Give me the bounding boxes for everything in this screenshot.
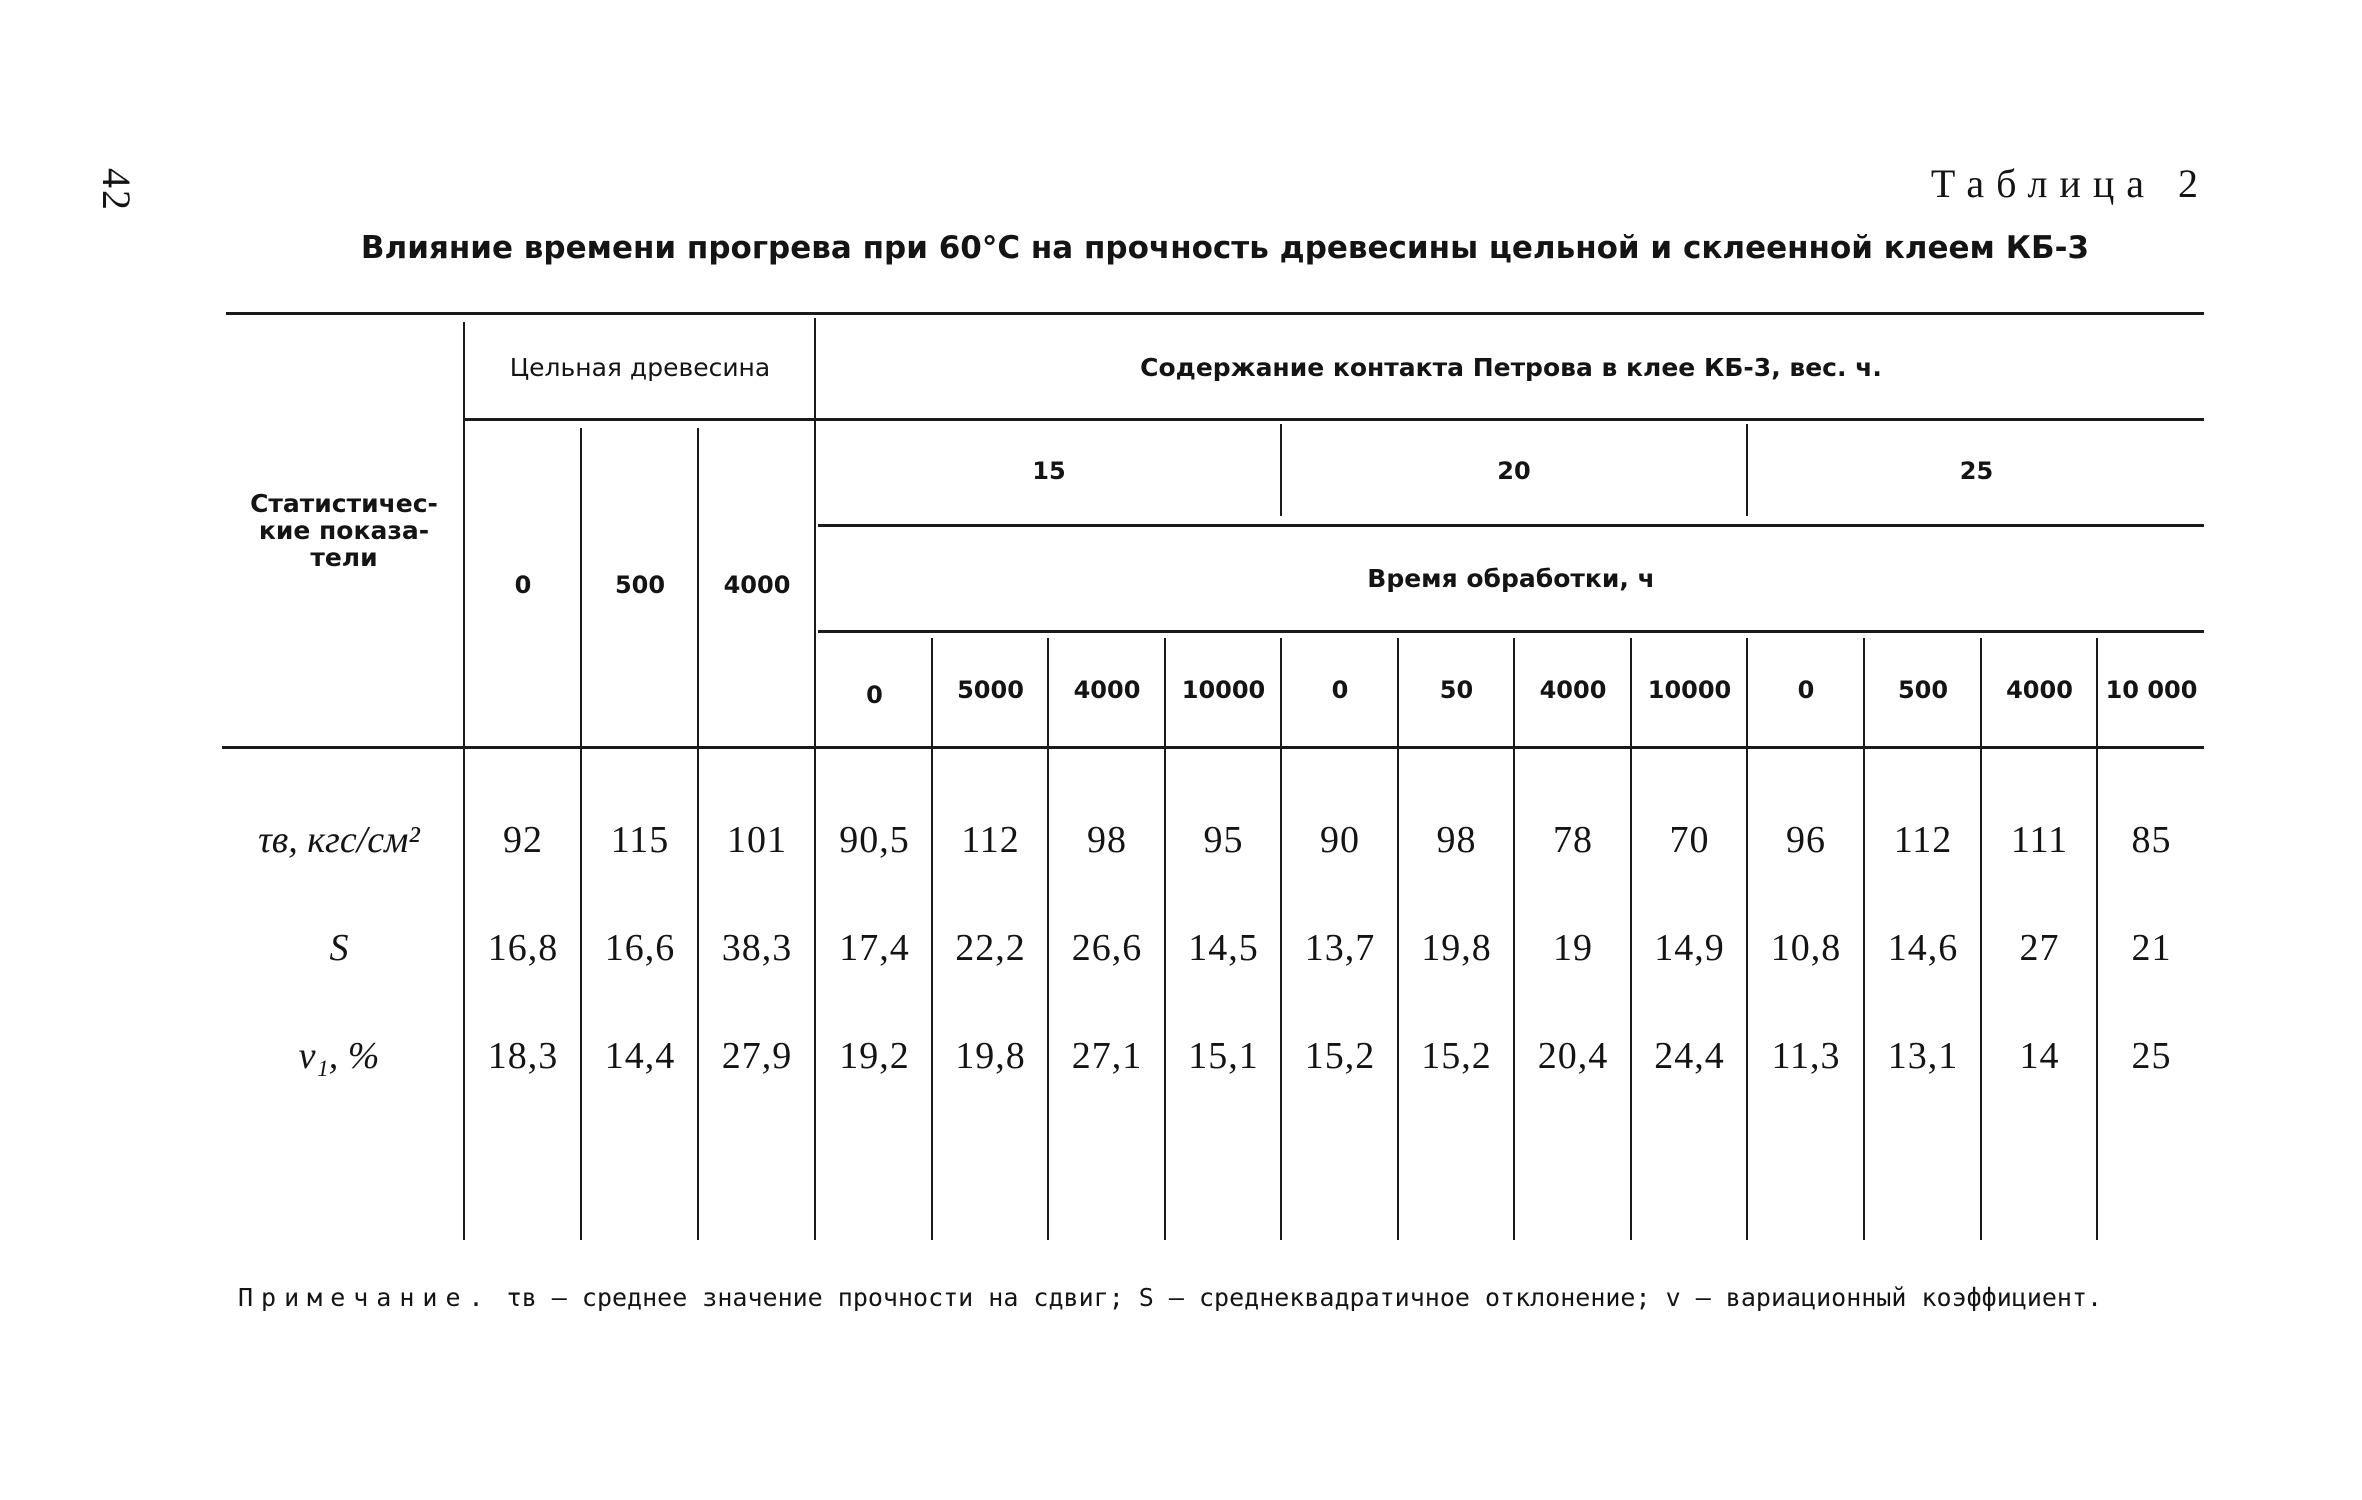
table-cell: 10,8 xyxy=(1770,927,1842,969)
header-group-25: 25 xyxy=(1959,457,1994,485)
header-petrov-content: Содержание контакта Петрова в клее КБ-3, вес. ч. xyxy=(1140,352,1882,382)
table-cell: 22,2 xyxy=(955,927,1026,969)
header-time-g2: 50 xyxy=(1439,676,1474,704)
table-cell: 95 xyxy=(1203,819,1244,861)
note-heading: Примечание. xyxy=(238,1283,492,1312)
table-cell: 11,3 xyxy=(1771,1035,1841,1077)
header-time-g1: 10000 xyxy=(1181,676,1266,704)
table-cell: 17,4 xyxy=(839,927,910,969)
header-solid-time: 500 xyxy=(614,571,666,599)
header-time-g3: 10 000 xyxy=(2105,676,2198,704)
table-cell: 24,4 xyxy=(1654,1035,1725,1077)
rule-header-2 xyxy=(818,524,2204,527)
table-cell: 19,8 xyxy=(1421,927,1492,969)
row-label: v₁, % xyxy=(298,1035,380,1077)
table-cell: 90 xyxy=(1320,819,1360,861)
header-group-20: 20 xyxy=(1497,457,1531,485)
rule-header-1 xyxy=(465,418,2204,421)
table-cell: 78 xyxy=(1553,819,1593,861)
table-cell: 98 xyxy=(1087,819,1127,861)
page-number: 42 xyxy=(94,168,139,212)
table-cell: 96 xyxy=(1786,819,1826,861)
header-group-15: 15 xyxy=(1032,457,1066,485)
vrule xyxy=(931,638,933,1240)
row-label: τв, кгс/см² xyxy=(258,819,420,861)
table-cell: 21 xyxy=(2131,927,2172,969)
table-cell: 111 xyxy=(2010,819,2069,861)
table-label: Таблица 2 xyxy=(1930,161,2210,206)
table-title: Влияние времени прогрева при 60°С на прочность древесины цельной и склеенной клеем КБ-3 xyxy=(360,230,2090,266)
table-cell: 90,5 xyxy=(839,819,910,861)
header-time-g2: 10000 xyxy=(1647,676,1732,704)
header-time-g3: 4000 xyxy=(2006,676,2073,704)
header-time-g3: 500 xyxy=(1897,676,1949,704)
table-cell: 16,6 xyxy=(604,927,676,969)
table-cell: 112 xyxy=(1893,819,1953,861)
vrule xyxy=(1280,638,1282,1240)
vrule xyxy=(1164,638,1166,1240)
header-time-g2: 4000 xyxy=(1539,676,1607,704)
header-stat-label: Статистичес- кие показа- тели xyxy=(250,488,438,572)
table-cell: 15,1 xyxy=(1188,1035,1259,1077)
table-cell: 16,8 xyxy=(487,927,559,969)
table-cell: 13,7 xyxy=(1304,927,1376,969)
table-cell: 19,2 xyxy=(839,1035,910,1077)
header-solid-time: 4000 xyxy=(723,571,791,599)
table-cell: 14,4 xyxy=(604,1035,676,1077)
header-solid-wood: Цельная древесина xyxy=(509,352,771,382)
vrule xyxy=(1980,638,1982,1240)
header-solid-time: 0 xyxy=(514,571,532,599)
table-note xyxy=(238,1278,2208,1318)
table-cell: 19,8 xyxy=(955,1035,1026,1077)
note-text: τв — среднее значение прочности на сдвиг; S — среднеквадратичное отклонение; v — вариационный коэффициент. xyxy=(506,1283,2103,1312)
table-cell: 27 xyxy=(2019,927,2060,969)
table-cell: 27,1 xyxy=(1071,1035,1143,1077)
table-cell: 38,3 xyxy=(721,927,793,969)
table-cell: 20,4 xyxy=(1537,1035,1609,1077)
vrule xyxy=(1280,424,1282,516)
vrule xyxy=(814,318,816,1240)
vrule xyxy=(1047,638,1049,1240)
table-cell: 14 xyxy=(2019,1035,2060,1077)
table-cell: 92 xyxy=(503,819,543,861)
vrule xyxy=(1863,638,1865,1240)
table-cell: 85 xyxy=(2131,819,2172,861)
vrule xyxy=(2096,638,2098,1240)
table-cell: 15,2 xyxy=(1421,1035,1492,1077)
vrule xyxy=(1397,638,1399,1240)
header-time-g1: 0 xyxy=(866,681,883,709)
table-cell: 14,5 xyxy=(1188,927,1259,969)
header-time-g1: 5000 xyxy=(957,676,1024,704)
table-cell: 26,6 xyxy=(1071,927,1143,969)
table-cell: 13,1 xyxy=(1887,1035,1959,1077)
rule-header-3 xyxy=(818,630,2204,633)
vrule xyxy=(697,428,699,1240)
header-time-g1: 4000 xyxy=(1073,676,1141,704)
table-cell: 101 xyxy=(727,819,787,861)
table-cell: 112 xyxy=(961,819,1020,861)
header-treatment-time: Время обработки, ч xyxy=(1367,563,1655,593)
table-cell: 115 xyxy=(610,819,670,861)
table-cell: 18,3 xyxy=(487,1035,559,1077)
table-cell: 15,2 xyxy=(1304,1035,1376,1077)
vrule xyxy=(1746,638,1748,1240)
table-cell: 27,9 xyxy=(721,1035,793,1077)
rule-top xyxy=(226,312,2204,315)
header-time-g2: 0 xyxy=(1331,676,1349,704)
vrule xyxy=(463,322,465,1240)
vrule xyxy=(1513,638,1515,1240)
vrule xyxy=(1630,638,1632,1240)
table-cell: 14,9 xyxy=(1654,927,1725,969)
table-cell: 70 xyxy=(1669,819,1710,861)
row-label: S xyxy=(329,927,349,969)
table-cell: 14,6 xyxy=(1887,927,1959,969)
vrule xyxy=(580,428,582,1240)
table-cell: 19 xyxy=(1553,927,1593,969)
rule-body-top xyxy=(222,746,2204,749)
table-cell: 98 xyxy=(1436,819,1477,861)
vrule xyxy=(1746,424,1748,516)
header-time-g3: 0 xyxy=(1797,676,1815,704)
table-cell: 25 xyxy=(2131,1035,2172,1077)
